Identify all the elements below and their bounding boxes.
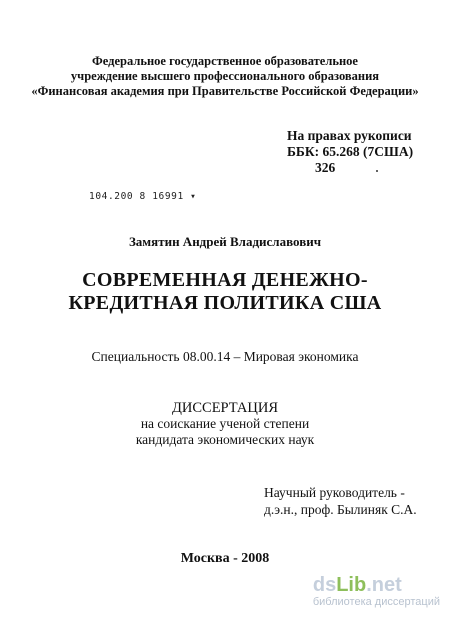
supervisor-label: Научный руководитель - — [264, 485, 405, 500]
institution-line-3: «Финансовая академия при Правительстве Российской Федерации» — [31, 84, 419, 98]
institution-line-2: учреждение высшего профессионального образования — [70, 69, 380, 83]
supervisor-name: д.э.н., проф. Былиняк С.А. — [264, 502, 417, 517]
specialty-line: Специальность 08.00.14 – Мировая экономика — [91, 349, 359, 364]
city-year: Москва - 2008 — [180, 551, 270, 566]
logo-part-ds: ds — [312, 574, 337, 596]
library-stamp: 104.200 8 16991 ▾ — [89, 191, 197, 202]
author-name: Замятин Андрей Владиславович — [128, 234, 322, 249]
watermark-subtitle: библиотека диссертаций — [312, 596, 440, 608]
dissertation-heading: ДИССЕРТАЦИЯ — [171, 400, 279, 416]
bbk-code: ББК: 65.268 (7США) — [287, 144, 414, 159]
dslib-logo — [313, 574, 440, 596]
catalog-number: 326 — [315, 160, 336, 175]
degree-line-2: кандидата экономических наук — [135, 432, 315, 447]
ink-dot — [376, 170, 378, 172]
title-line-1: СОВРЕМЕННАЯ ДЕНЕЖНО- — [82, 269, 368, 291]
degree-line-1: на соискание ученой степени — [140, 416, 310, 431]
logo-part-net: .net — [366, 574, 402, 596]
title-line-2: КРЕДИТНАЯ ПОЛИТИКА США — [68, 292, 382, 314]
logo-part-lib: Lib — [336, 574, 367, 596]
dslib-watermark — [313, 574, 440, 609]
manuscript-rights-label: На правах рукописи — [287, 128, 412, 143]
institution-line-1: Федеральное государственное образовательное — [92, 54, 358, 68]
